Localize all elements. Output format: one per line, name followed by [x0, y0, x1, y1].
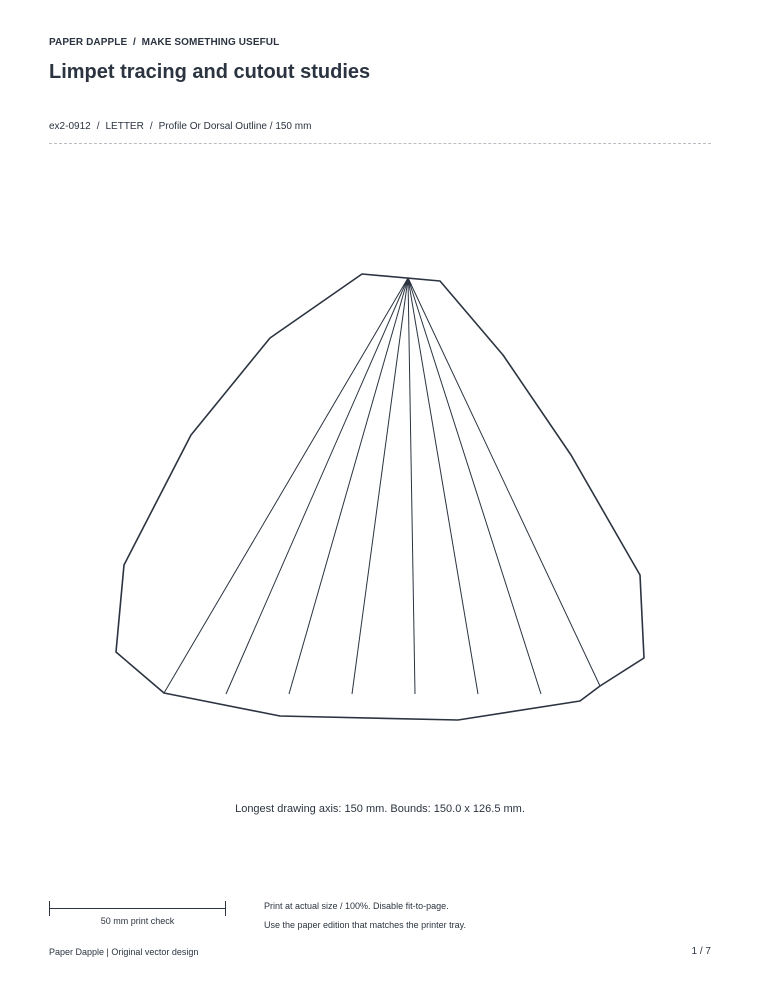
- brand-name: PAPER DAPPLE: [49, 37, 128, 48]
- instruction-line: Use the paper edition that matches the printer tray.: [264, 920, 466, 930]
- page-number: 1 / 7: [691, 946, 711, 957]
- brand-tagline: MAKE SOMETHING USEFUL: [141, 37, 280, 48]
- meta-paper-size: LETTER: [105, 121, 144, 132]
- document-meta: ex2-0912 / LETTER / Profile Or Dorsal Outline / 150 mm: [49, 121, 312, 132]
- meta-code: ex2-0912: [49, 121, 91, 132]
- limpet-ray: [408, 278, 478, 694]
- page-title: Limpet tracing and cutout studies: [49, 61, 371, 83]
- limpet-ray: [408, 278, 600, 686]
- meta-description: Profile Or Dorsal Outline / 150 mm: [158, 121, 312, 132]
- print-check-scale-bar: [49, 901, 226, 917]
- limpet-ray: [408, 278, 541, 694]
- limpet-rays: [164, 278, 600, 694]
- scale-bar-right-tick: [225, 901, 226, 916]
- limpet-ray: [289, 278, 408, 694]
- bounds-caption: Longest drawing axis: 150 mm. Bounds: 150.0 x 126.5 mm.: [235, 803, 525, 815]
- instruction-line: Print at actual size / 100%. Disable fit-to-page.: [264, 901, 449, 911]
- footer-credit: Paper Dapple | Original vector design: [49, 947, 199, 957]
- scale-bar-line: [49, 908, 226, 909]
- limpet-ray: [164, 278, 408, 693]
- print-check-label: 50 mm print check: [100, 916, 175, 926]
- limpet-ray: [226, 278, 408, 694]
- brand-header: PAPER DAPPLE / MAKE SOMETHING USEFUL: [49, 37, 280, 48]
- limpet-ray: [408, 278, 415, 694]
- limpet-ray: [352, 278, 408, 694]
- print-instructions: [264, 897, 466, 935]
